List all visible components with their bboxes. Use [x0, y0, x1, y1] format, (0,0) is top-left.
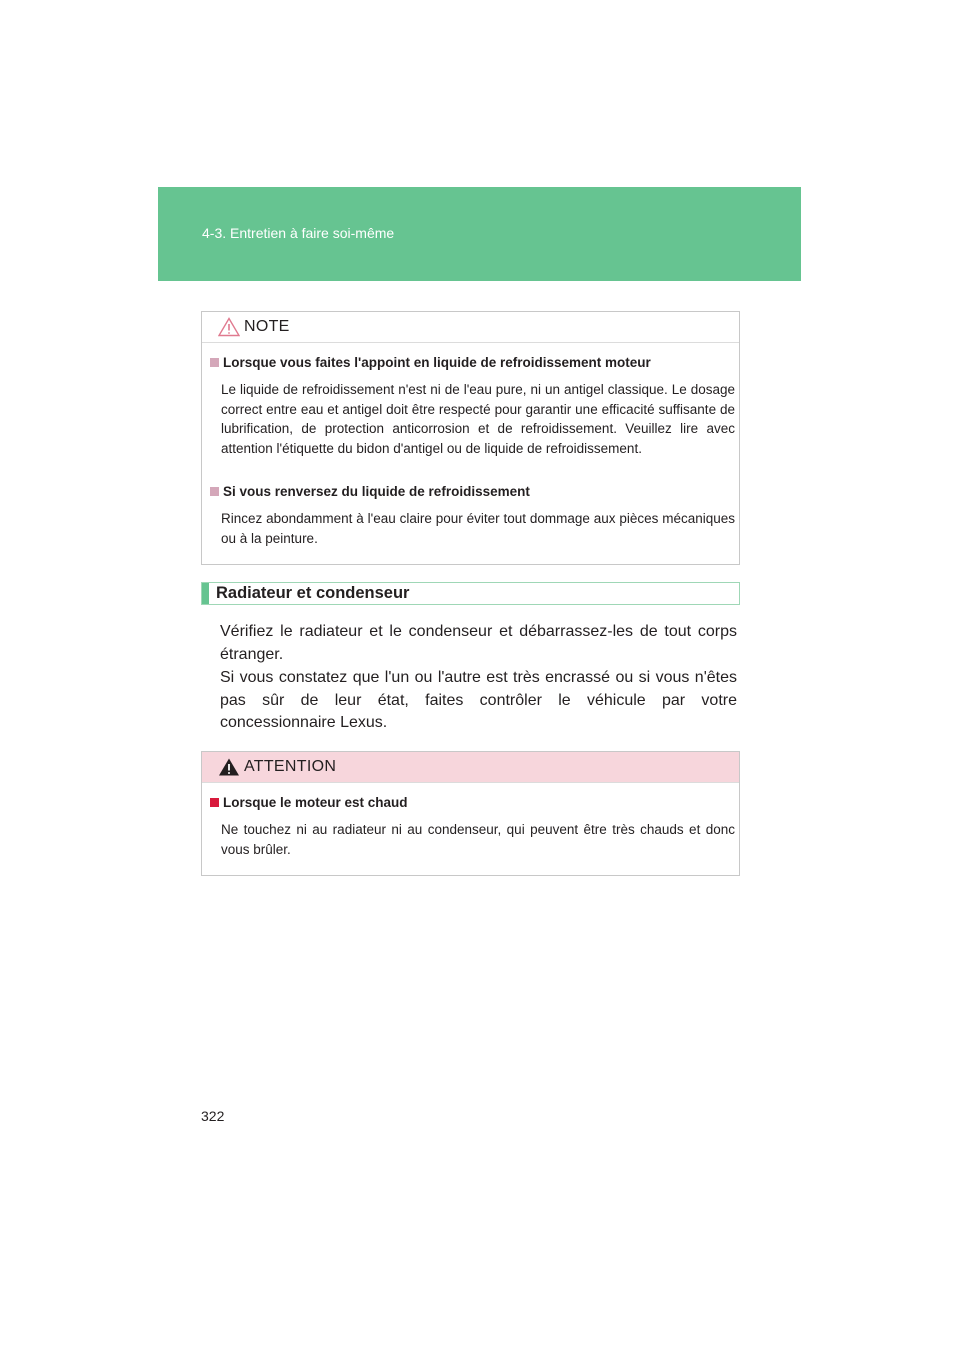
warning-triangle-outline-icon	[218, 317, 240, 337]
attention-header	[202, 752, 739, 783]
page-number: 322	[201, 1108, 225, 1124]
note-header	[202, 312, 739, 343]
bullet-square-icon	[210, 487, 219, 496]
body-paragraph: Vérifiez le radiateur et le condenseur et débarrassez-les de tout corps étranger.	[220, 623, 737, 663]
section-header-band	[158, 187, 801, 281]
note-item-title: Si vous renversez du liquide de refroidissement	[210, 484, 530, 499]
note-box	[201, 311, 740, 565]
warning-triangle-filled-icon	[218, 757, 240, 777]
body-paragraph: Si vous constatez que l'un ou l'autre est très encrassé ou si vous n'êtes pas sûr de leur état, faites contrôler le véhicule par votre concessionnaire Lexus.	[220, 669, 737, 731]
attention-label: ATTENTION	[244, 758, 337, 775]
note-item-body: Le liquide de refroidissement n'est ni de l'eau pure, ni un antigel classique. Le dosage correct entre eau et antigel doit être respecté pour garantir une efficacité suffisante de lubrification, de protection anticorrosion et de refroidissement. Veuillez lire avec attention l'étiquette du bidon d'antigel ou de liquide de refroidissement.	[221, 382, 735, 456]
note-item-title: Lorsque vous faites l'appoint en liquide de refroidissement moteur	[210, 355, 651, 370]
attention-box	[201, 751, 740, 876]
attention-item-title: Lorsque le moteur est chaud	[210, 795, 408, 810]
section-title: Radiateur et condenseur	[216, 584, 410, 602]
bullet-square-icon	[210, 798, 219, 807]
bullet-square-icon	[210, 358, 219, 367]
section-header-title: 4-3. Entretien à faire soi-même	[202, 225, 395, 241]
note-item-body: Rincez abondamment à l'eau claire pour éviter tout dommage aux pièces mécaniques ou à la peinture.	[221, 511, 735, 546]
section-title-accent	[202, 583, 209, 604]
section-title-bar	[201, 582, 740, 605]
attention-item-body: Ne touchez ni au radiateur ni au condenseur, qui peuvent être très chauds et donc vous brûler.	[221, 822, 735, 857]
note-label: NOTE	[244, 318, 290, 335]
